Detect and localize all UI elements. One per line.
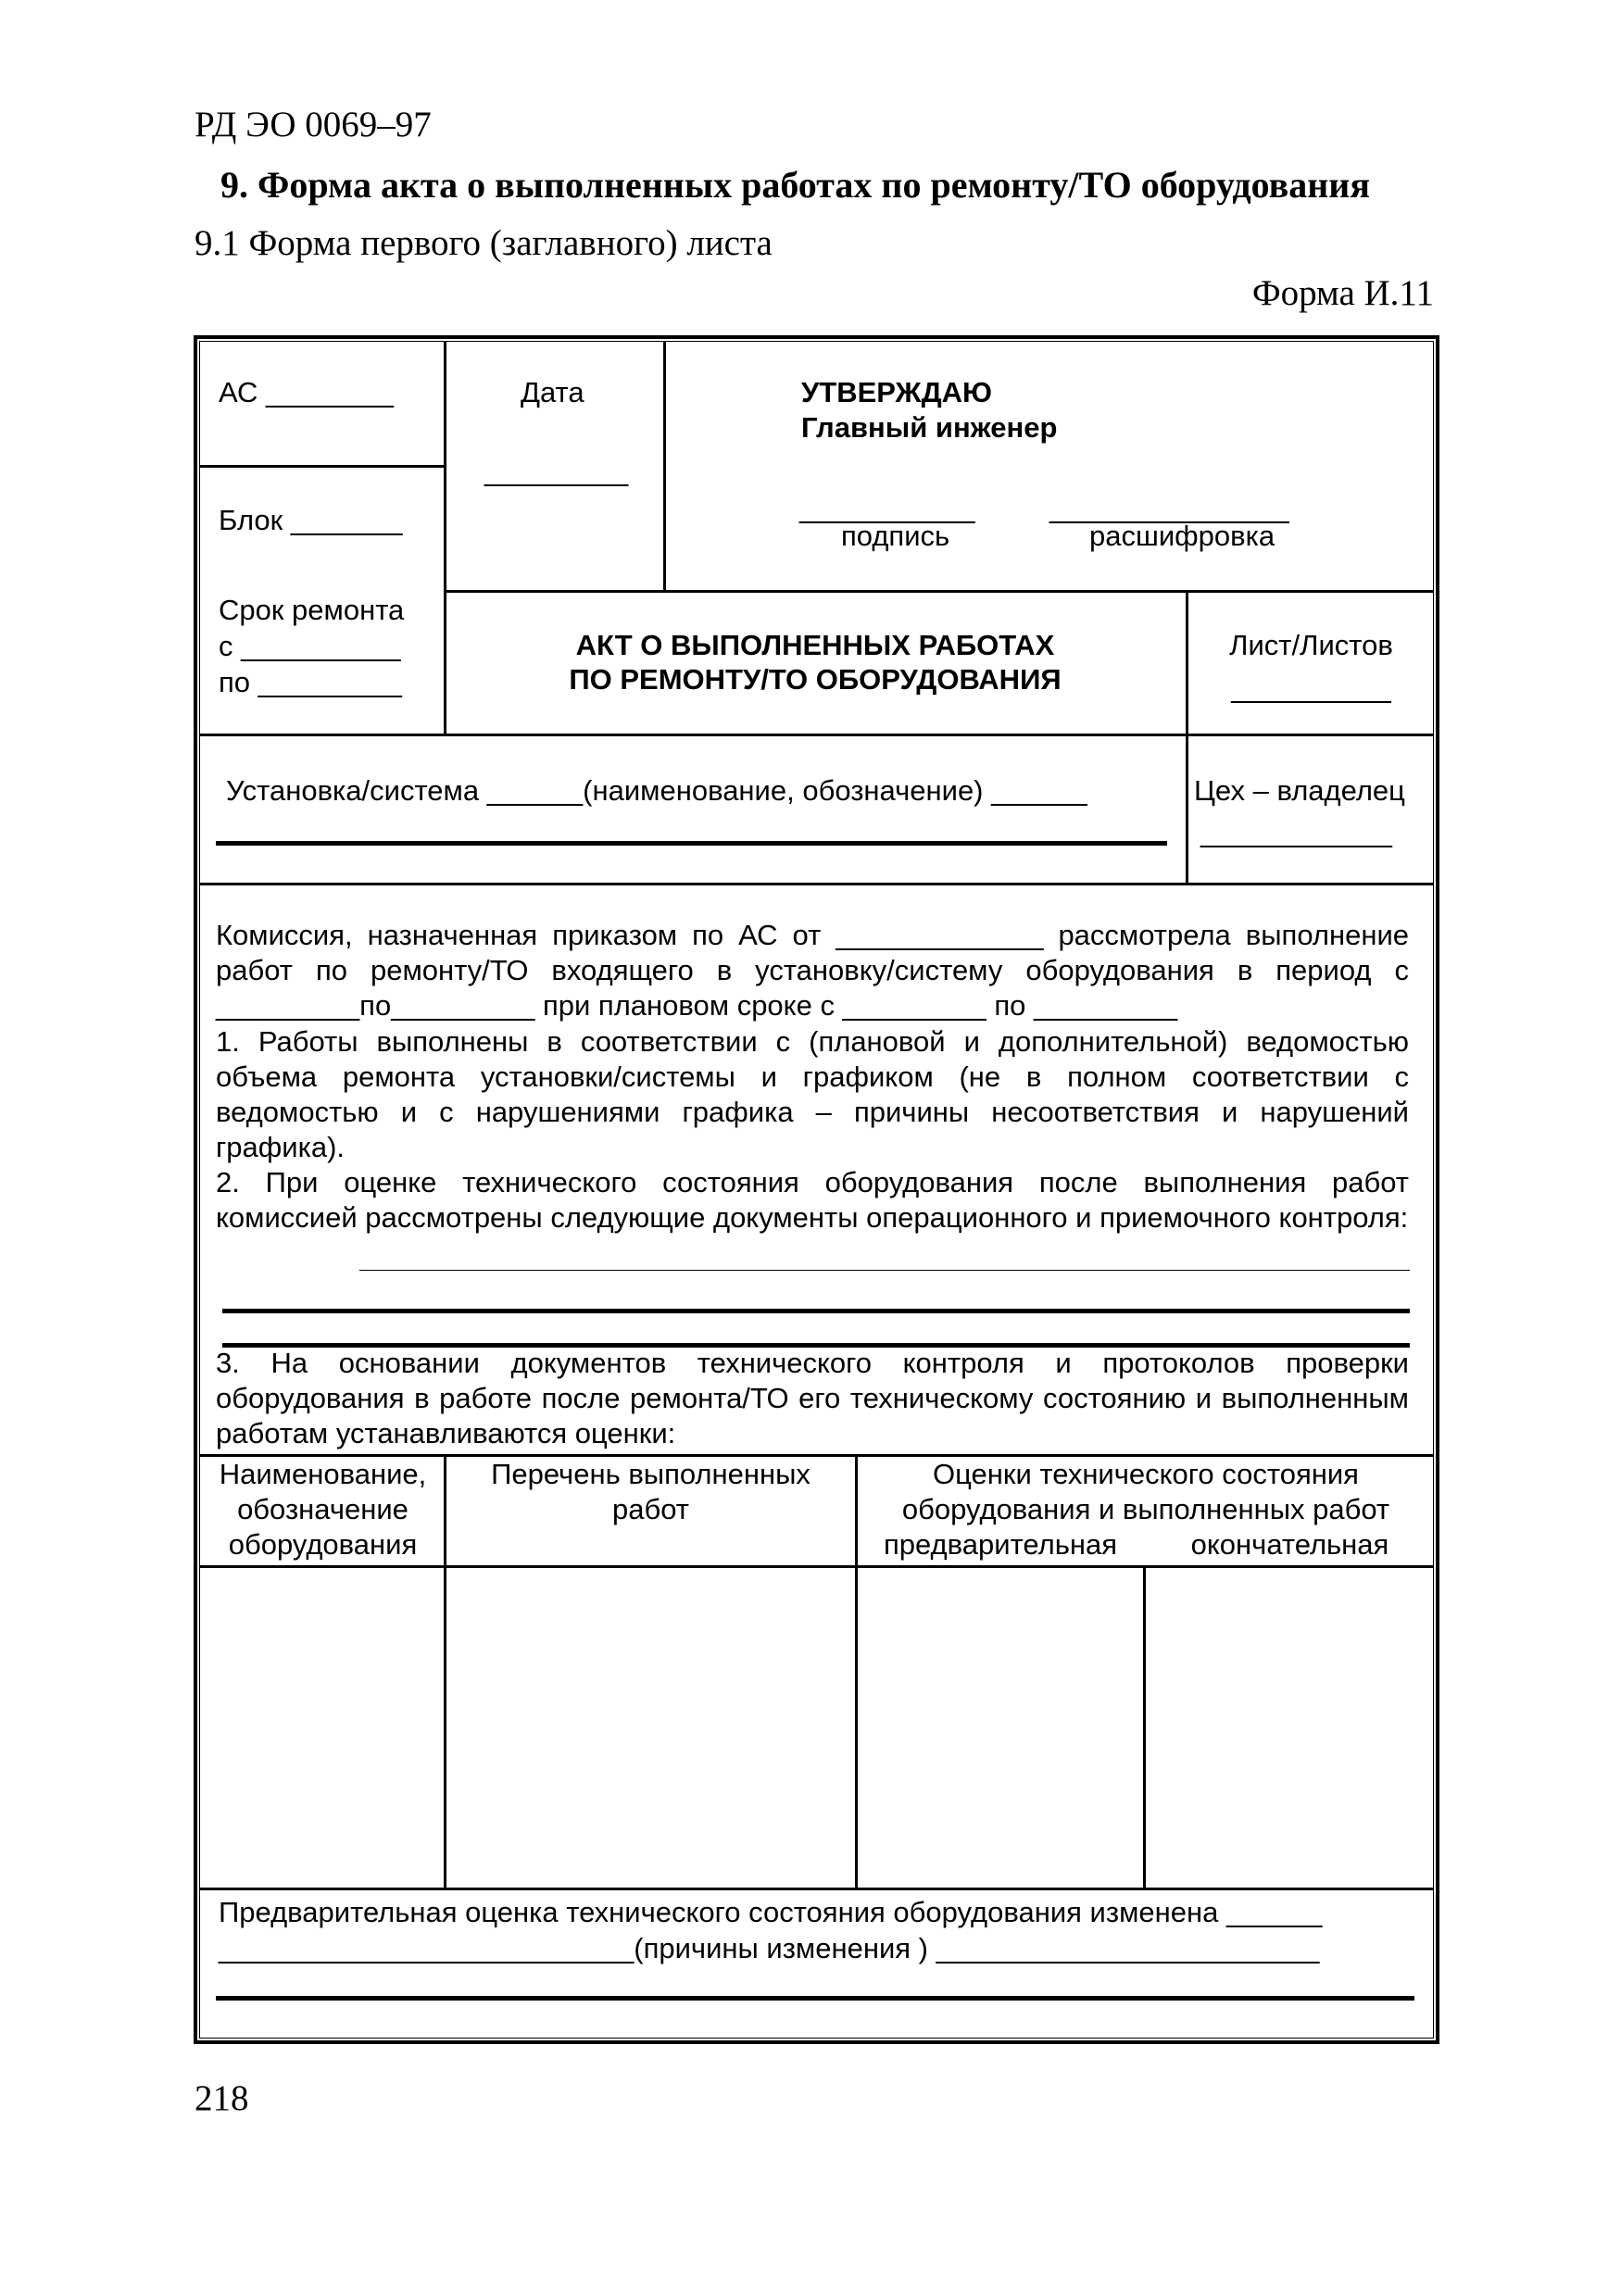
col-works-header: Перечень выполненных: [491, 1458, 810, 1490]
act-title-line-1: АКТ О ВЫПОЛНЕННЫХ РАБОТАХ: [575, 629, 1055, 661]
prelim-changed-text[interactable]: Предварительная оценка технического состояния оборудования изменена ______: [219, 1896, 1323, 1928]
item-2-text: 2. При оценке технического состояния оборудования после выполнения работ комиссией рассмотрены следующие документы операционного и приемочного контроля:: [216, 1166, 1409, 1234]
col-assessment-header: оборудования и выполненных работ: [901, 1493, 1390, 1525]
reason-fill-line: [216, 1996, 1414, 2001]
sheet-label: Лист/Листов: [1229, 629, 1393, 661]
signature-field[interactable]: ___________: [799, 492, 975, 524]
col-equipment-header: Наименование,: [219, 1458, 427, 1490]
cell-works[interactable]: [446, 1569, 854, 1887]
decode-field[interactable]: _______________: [1049, 492, 1289, 524]
owner-label: Цех – владелец: [1194, 774, 1405, 807]
cell-equipment[interactable]: [202, 1569, 443, 1887]
cell-final[interactable]: [1146, 1569, 1433, 1887]
date-field[interactable]: _________: [484, 455, 629, 487]
cell-preliminary[interactable]: [858, 1569, 1142, 1887]
repair-to-field[interactable]: по _________: [219, 666, 402, 698]
approve-role: Главный инженер: [801, 411, 1058, 444]
col-final-header: окончательная: [1190, 1528, 1389, 1561]
col-equipment-header: обозначение: [237, 1493, 408, 1525]
documents-fill-line: [222, 1309, 1410, 1313]
commission-text: Комиссия, назначенная приказом по АС от _____________ рассмотрела выполнение работ по ремонту/ТО входящего в установку/систему оборудования в период с _________по_________ при плановом сроке с _________ по _________: [216, 919, 1409, 1022]
col-works-header: работ: [612, 1493, 689, 1525]
divider: [199, 1888, 1434, 1890]
divider: [199, 1565, 1434, 1568]
block-field[interactable]: Блок _______: [219, 504, 403, 536]
approve-title: УТВЕРЖДАЮ: [801, 376, 993, 408]
section-heading: 9. Форма акта о выполненных работах по ремонту/ТО оборудования: [220, 164, 1370, 206]
divider: [199, 734, 1434, 736]
system-fill-line: [216, 841, 1167, 846]
divider: [199, 883, 1434, 885]
as-field[interactable]: АС ________: [219, 376, 394, 408]
form-number: Форма И.11: [1251, 273, 1434, 313]
decode-label: расшифровка: [1089, 520, 1275, 552]
page-number: 218: [195, 2078, 249, 2118]
documents-underline: [359, 1270, 1410, 1271]
date-label: Дата: [521, 376, 584, 408]
col-equipment-header: оборудования: [228, 1528, 418, 1561]
repair-period-label: Срок ремонта: [219, 594, 405, 626]
subsection-heading: 9.1 Форма первого (заглавного) листа: [195, 223, 773, 263]
col-preliminary-header: предварительная: [883, 1528, 1118, 1561]
system-field[interactable]: Установка/система ______(наименование, обозначение) ______: [226, 774, 1087, 807]
col-assessment-header: Оценки технического состояния: [933, 1458, 1359, 1490]
divider: [199, 465, 444, 468]
owner-field[interactable]: ____________: [1200, 816, 1392, 848]
sheet-field[interactable]: __________: [1231, 671, 1391, 704]
repair-from-field[interactable]: с __________: [219, 630, 401, 662]
divider: [663, 341, 666, 592]
document-code: РД ЭО 0069–97: [195, 105, 432, 144]
item-3-text: 3. На основании документов технического контроля и протоколов проверки оборудования в работе после ремонта/ТО его техническому состоянию и выполненным работам устанавливаются оценки:: [216, 1347, 1409, 1449]
item-1-text: 1. Работы выполнены в соответствии с (плановой и дополнительной) ведомостью объема ремонта установки/системы и графиком (не в полном соответствии с ведомостью и с нарушениями графика – причины несоответствия и нарушений графика).: [216, 1025, 1409, 1163]
divider: [444, 590, 1434, 593]
act-title-line-2: ПО РЕМОНТУ/ТО ОБОРУДОВАНИЯ: [569, 663, 1062, 696]
signature-label: подпись: [841, 520, 950, 552]
change-reason-text[interactable]: __________________________(причины изменения ) ________________________: [219, 1932, 1320, 1964]
